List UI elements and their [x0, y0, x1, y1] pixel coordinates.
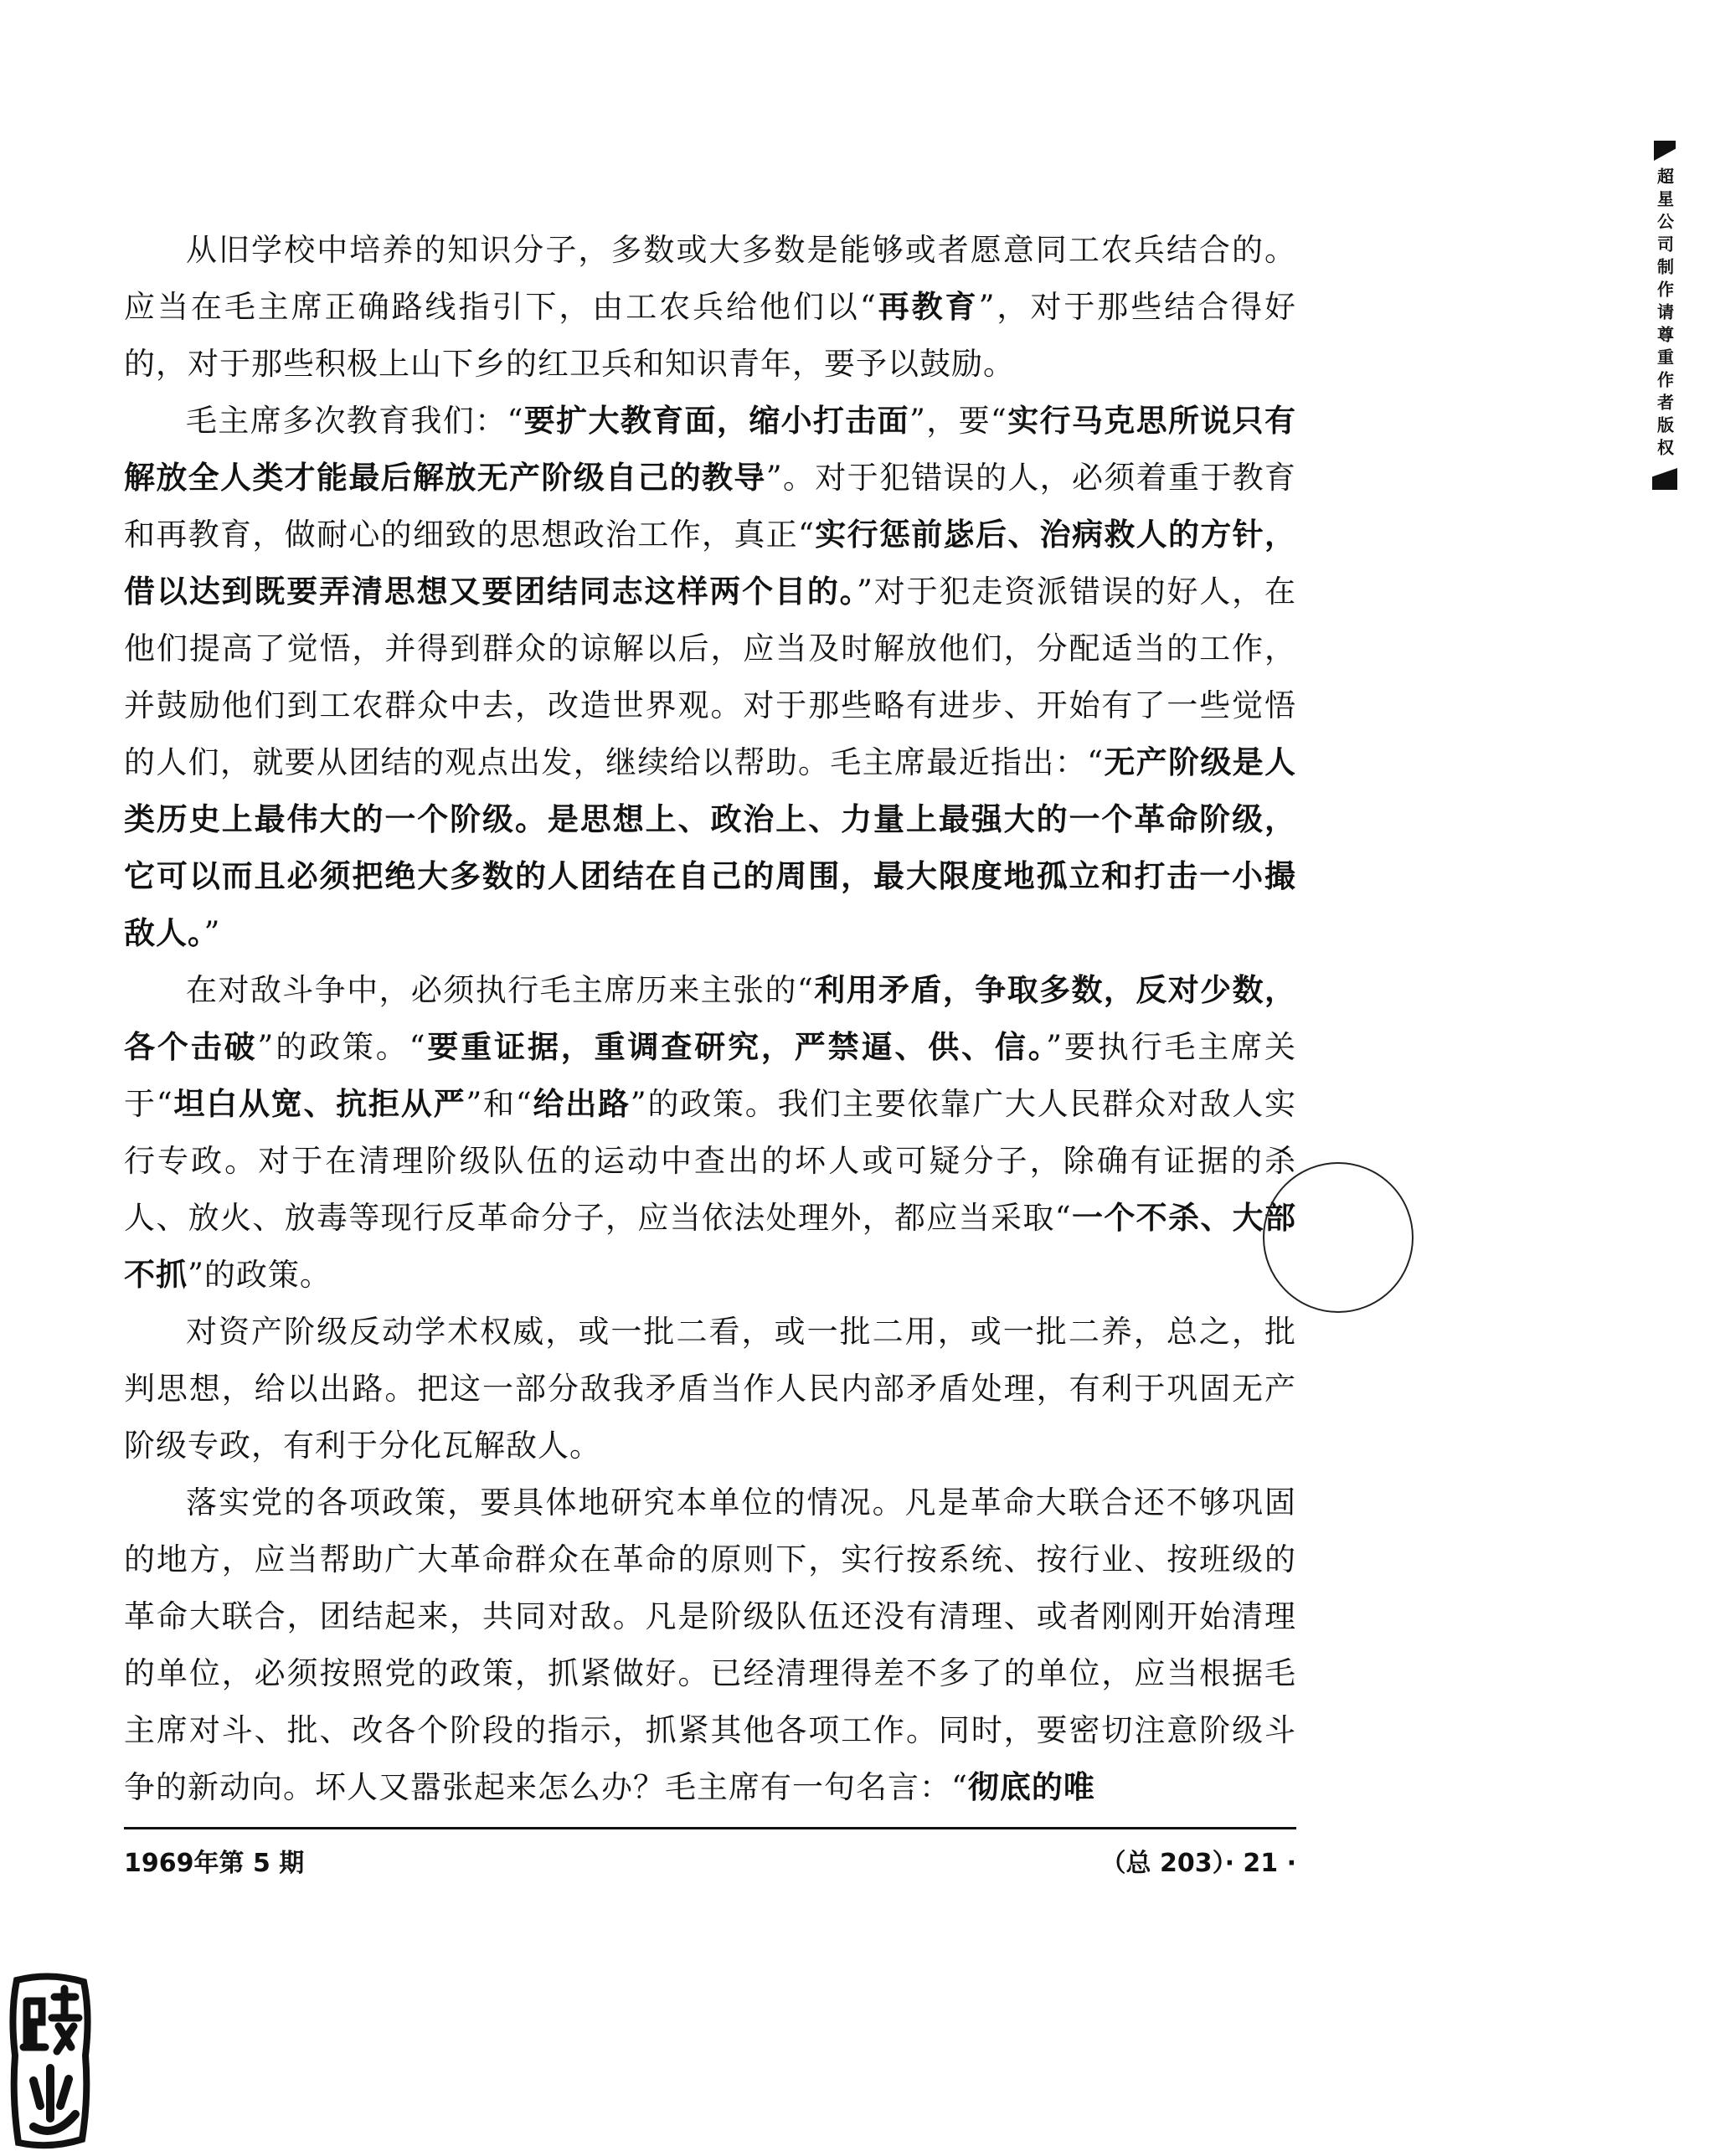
paragraph-text: ”，对于那些结合得好的，对于那些积极上山下乡的红卫兵和知识青年，要予以鼓励。 [124, 289, 1297, 382]
footer-rule [124, 1827, 1296, 1829]
emphasized-quote: 实行马克思所说只有解放全人类才能最后解放无产阶级自己的教导 [124, 403, 1297, 496]
paragraph-text: 在对敌斗争中，必须执行毛主席历来主张的“ [186, 972, 814, 1008]
paragraph-text: ”和“ [466, 1086, 533, 1122]
circle-mark [1263, 1162, 1414, 1313]
emphasized-quote: 给出路 [532, 1086, 631, 1122]
paragraph-text: ”。对于犯错误的人，必须着重于教育和再教育，做耐心的细致的思想政治工作，真正“ [124, 460, 1297, 553]
paragraph-text: 毛主席多次教育我们：“ [186, 403, 524, 439]
paragraph [124, 962, 1296, 1304]
emphasized-quote: 要重证据，重调查研究，严禁逼、供、信。 [425, 1029, 1047, 1065]
copyright-watermark-text: 超星公司制作请尊重作者版权 [1654, 167, 1675, 461]
paragraph-text: ”，要“ [909, 403, 1007, 439]
article-body [124, 222, 1296, 1816]
paragraph-text: ” [203, 915, 221, 951]
paragraph [124, 222, 1296, 393]
emphasized-quote: 坦白从宽、抗拒从严 [173, 1086, 466, 1122]
strip-marker-top [1654, 141, 1676, 161]
paragraph-text: ”要执行毛主席关于“ [124, 1029, 1297, 1122]
emphasized-quote: 再教育 [876, 289, 979, 325]
emphasized-quote: 要扩大教育面，缩小打击面 [523, 403, 909, 439]
strip-marker-bottom [1652, 468, 1677, 490]
emphasized-quote: 利用矛盾，争取多数，反对少数，各个击破 [124, 972, 1297, 1065]
paragraph-text: ”的政策。我们主要依靠广大人民群众对敌人实行专政。对于在清理阶级队伍的运动中查出的坏人或可疑分子，除确有证据的杀人、放火、放毒等现行反革命分子，应当依法处理外，都应当采取“ [124, 1086, 1296, 1236]
paragraph-text: ”的政策。“ [257, 1029, 426, 1065]
page-footer [124, 1842, 1296, 1879]
paragraph [124, 393, 1296, 962]
emphasized-quote: 彻底的唯 [967, 1769, 1095, 1805]
paragraph-text: 落实党的各项政策，要具体地研究本单位的情况。凡是革命大联合还不够巩固的地方，应当帮助广大革命群众在革命的原则下，实行按系统、按行业、按班级的革命大联合，团结起来，共同对敌。凡是阶级队伍还没有清理、或者刚刚开始清理的单位，必须按照党的政策，抓紧做好。已经清理得差不多了的单位，应当根据毛主席对斗、批、改各个阶段的指示，抓紧其他各项工作。同时，要密切注意阶级斗争的新动向。坏人又嚣张起来怎么办？毛主席有一句名言：“ [124, 1485, 1296, 1805]
page-number: （总 203）· 21 · [1100, 1849, 1296, 1878]
paragraph [124, 1304, 1296, 1474]
paragraph-text: 对资产阶级反动学术权威，或一批二看，或一批二用，或一批二养，总之，批判思想，给以出路。把这一部分敌我矛盾当作人民内部矛盾处理，有利于巩固无产阶级专政，有利于分化瓦解敌人。 [124, 1314, 1296, 1464]
copyright-watermark-strip [1648, 141, 1682, 511]
paragraph-text: ”对于犯走资派错误的好人，在他们提高了觉悟，并得到群众的谅解以后，应当及时解放他们，分配适当的工作，并鼓励他们到工农群众中去，改造世界观。对于那些略有进步、开始有了一些觉悟的人们，就要从团结的观点出发，继续给以帮助。毛主席最近指出：“ [124, 574, 1297, 780]
paragraph [124, 1474, 1296, 1816]
emphasized-quote: 无产阶级是人类历史上最伟大的一个阶级。是思想上、政治上、力量上最强大的一个革命阶级，它可以而且必须把绝大多数的人团结在自己的周围，最大限度地孤立和打击一小撮敌人。 [124, 744, 1296, 951]
paragraph-text: ”的政策。 [188, 1257, 332, 1293]
seal-stamp-icon [8, 1972, 92, 2152]
issue-label: 1969年第 5 期 [124, 1849, 305, 1878]
emphasized-quote: 一个不杀、大部不抓 [124, 1200, 1297, 1293]
emphasized-quote: 实行惩前毖后、治病救人的方针，借以达到既要弄清思想又要团结同志这样两个目的。 [124, 517, 1297, 610]
paragraph-text: 从旧学校中培养的知识分子，多数或大多数是能够或者愿意同工农兵结合的。应当在毛主席正确路线指引下，由工农兵给他们以“ [124, 232, 1296, 325]
